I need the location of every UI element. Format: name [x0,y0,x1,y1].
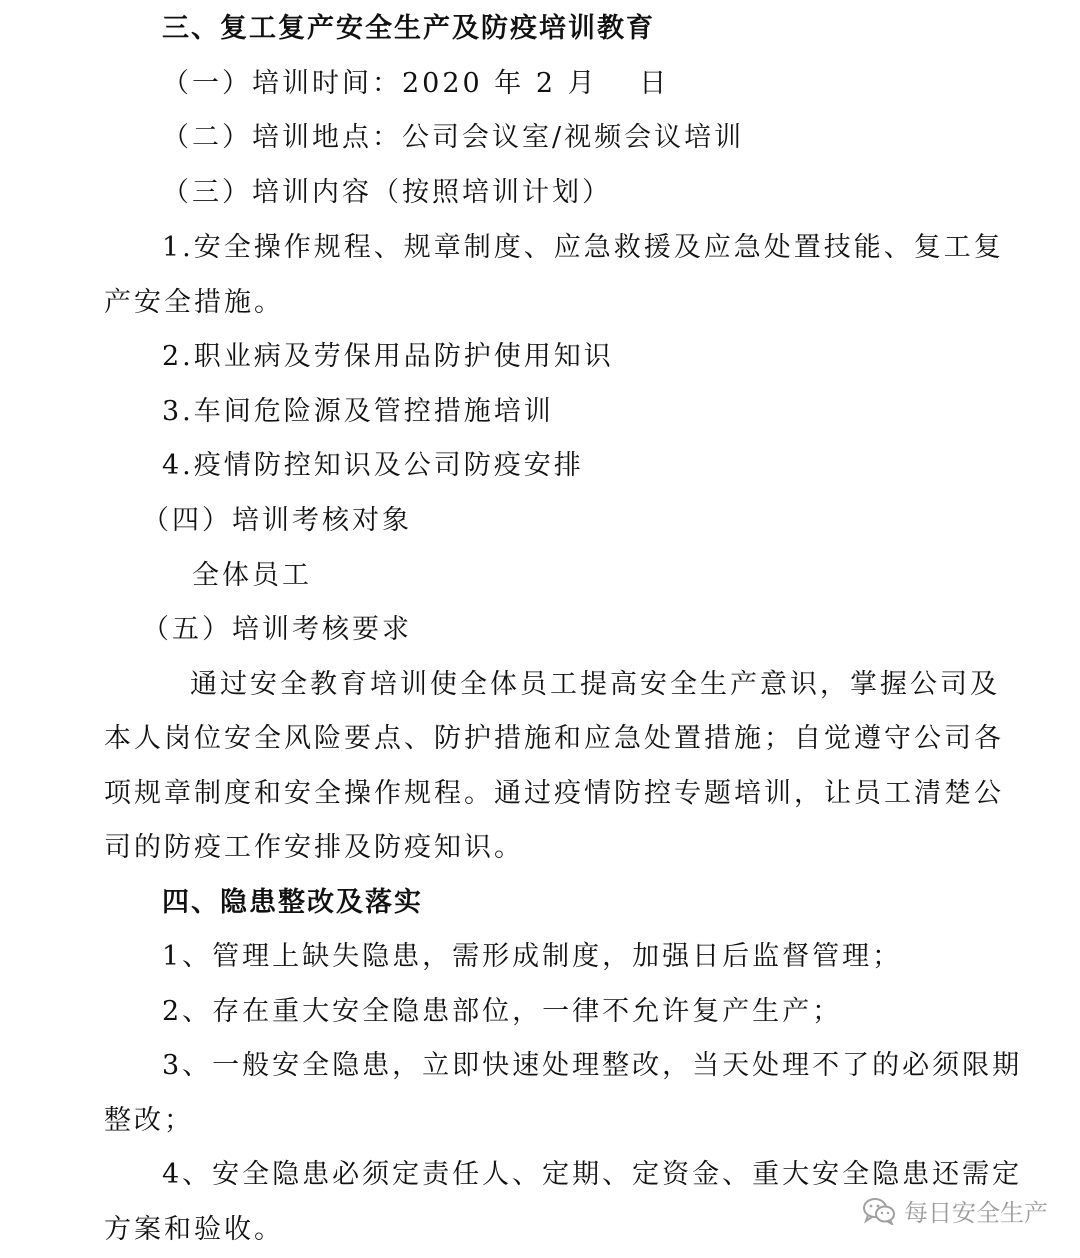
training-target: 全体员工 [192,560,312,591]
content-item-3: 3.车间危险源及管控措施培训 [162,396,554,427]
hazard-item-3-line-2: 整改； [104,1105,194,1136]
training-target-heading: （四）培训考核对象 [142,505,412,536]
hazard-item-4-line-1: 4、安全隐患必须定责任人、定期、定资金、重大安全隐患还需定 [162,1159,1023,1190]
requirement-line-2: 本人岗位安全风险要点、防护措施和应急处置措施；自觉遵守公司各 [104,723,1004,754]
hazard-item-3-line-1: 3、一般安全隐患，立即快速处理整改，当天处理不了的必须限期 [162,1050,1023,1081]
watermark-text: 每日安全生产 [904,1199,1048,1227]
content-item-1-line-2: 产安全措施。 [104,287,284,318]
content-item-1-line-1: 1.安全操作规程、规章制度、应急救援及应急处置技能、复工复 [162,232,1004,263]
training-requirement-heading: （五）培训考核要求 [142,614,412,645]
requirement-line-1: 通过安全教育培训使全体员工提高安全生产意识，掌握公司及 [190,669,1000,700]
content-item-2: 2.职业病及劳保用品防护使用知识 [162,341,614,372]
section-3-heading: 三、复工复产安全生产及防疫培训教育 [162,13,655,44]
hazard-item-1: 1、管理上缺失隐患，需形成制度，加强日后监督管理； [162,941,903,972]
training-time: （一）培训时间：2020 年 2 月 日 [162,68,670,99]
wechat-icon [862,1197,896,1225]
content-item-4: 4.疫情防控知识及公司防疫安排 [162,450,584,481]
hazard-item-4-line-2: 方案和验收。 [104,1214,284,1245]
watermark [862,1193,1048,1228]
section-4-heading: 四、隐患整改及落实 [162,887,423,918]
requirement-line-4: 司的防疫工作安排及防疫知识。 [104,832,524,863]
training-content-heading: （三）培训内容（按照培训计划） [162,177,612,208]
hazard-item-2: 2、存在重大安全隐患部位，一律不允许复产生产； [162,996,843,1027]
requirement-line-3: 项规章制度和安全操作规程。通过疫情防控专题培训，让员工清楚公 [104,778,1004,809]
training-place: （二）培训地点：公司会议室/视频会议培训 [162,122,745,153]
